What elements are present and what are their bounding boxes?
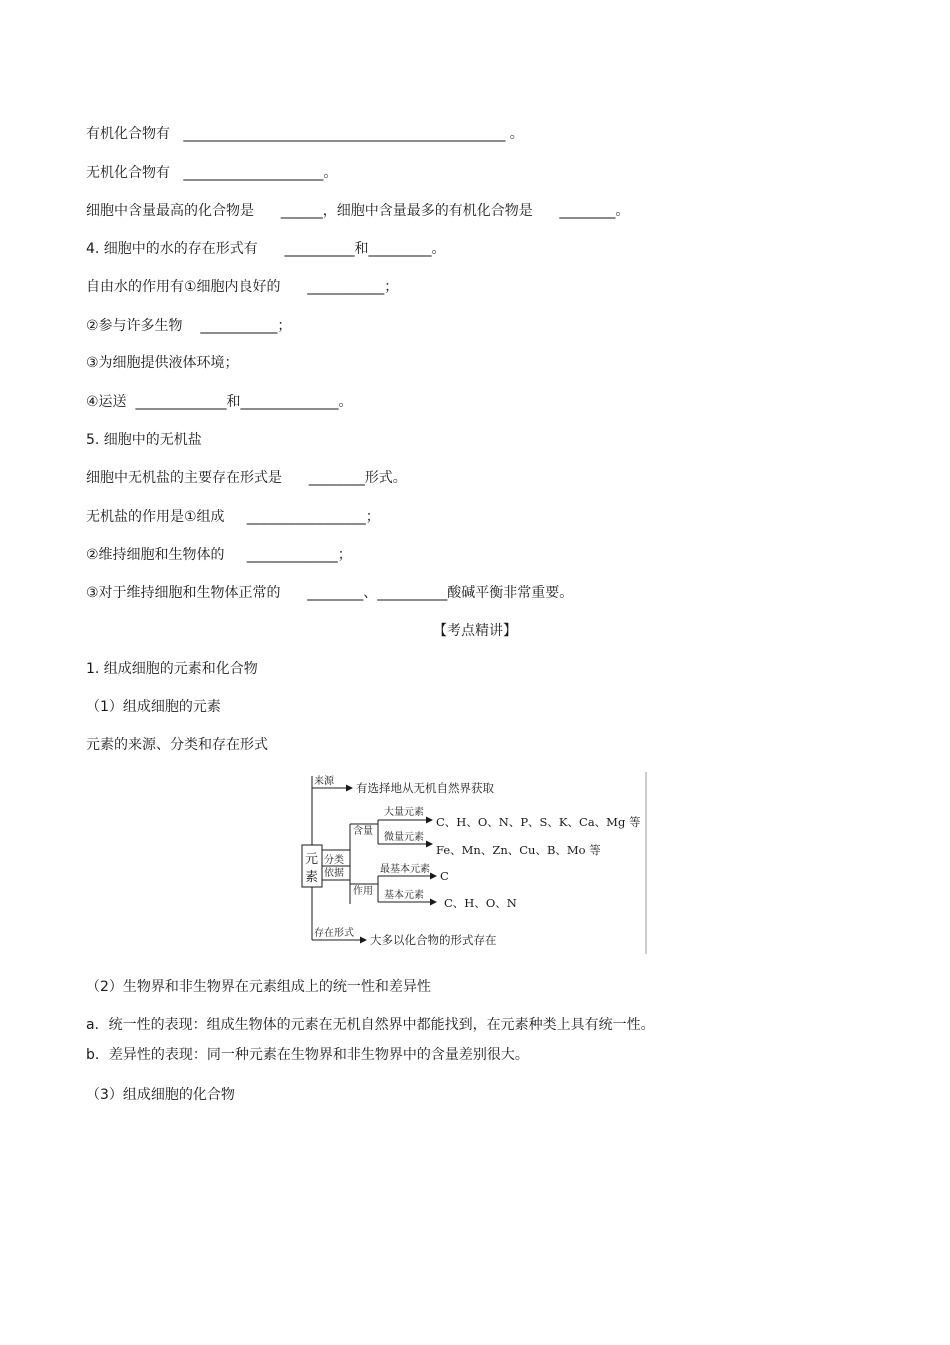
section-title: 【考点精讲】 <box>433 623 517 639</box>
fill-in-line-1: 有机化合物有 ______________________________________________ 。 <box>86 126 524 142</box>
classify-label-2: 依据 <box>324 868 344 879</box>
exist-label: 存在形式 <box>314 928 354 939</box>
fill-in-line-12: ②维持细胞和生物体的 _____________； <box>86 547 352 563</box>
source-text: 有选择地从无机自然界获取 <box>356 781 494 795</box>
basic-label: 基本元素 <box>384 890 424 901</box>
function-label: 作用 <box>353 886 373 897</box>
fill-in-line-4: 4. 细胞中的水的存在形式有 __________和_________。 <box>86 241 446 257</box>
fill-in-line-6: ②参与许多生物 ___________； <box>86 318 292 334</box>
diversity-text: b．差异性的表现：同一种元素在生物界和非生物界中的含量差别很大。 <box>86 1047 529 1063</box>
subheading-unity-diversity: （2）生物界和非生物界在元素组成上的统一性和差异性 <box>86 979 431 995</box>
fill-in-line-5: 自由水的作用有①细胞内良好的 ___________； <box>86 279 399 295</box>
content-label: 含量 <box>353 826 373 837</box>
diagram-caption: 元素的来源、分类和存在形式 <box>86 737 268 753</box>
source-label: 来源 <box>314 776 334 787</box>
root-char-2: 素 <box>305 870 319 885</box>
basic-text: C、H、O、N <box>444 896 517 910</box>
macro-text: C、H、O、N、P、S、K、Ca、Mg 等 <box>436 815 641 829</box>
fill-in-line-3: 细胞中含量最高的化合物是 ______，细胞中含量最多的有机化合物是 ________。 <box>86 203 630 219</box>
fill-in-line-13: ③对于维持细胞和生物体正常的 ________、__________酸碱平衡非常重要。 <box>86 585 574 601</box>
element-classification-diagram <box>296 768 652 958</box>
most-basic-label: 最基本元素 <box>380 864 430 875</box>
exist-text: 大多以化合物的形式存在 <box>370 933 497 947</box>
micro-label: 微量元素 <box>384 832 424 843</box>
fill-in-line-10: 细胞中无机盐的主要存在形式是 ________形式。 <box>86 470 407 486</box>
classify-label-1: 分类 <box>324 855 344 866</box>
fill-in-line-8: ④运送 _____________和______________。 <box>86 394 353 410</box>
fill-in-line-2: 无机化合物有 ____________________。 <box>86 165 338 181</box>
micro-text: Fe、Mn、Zn、Cu、B、Mo 等 <box>436 843 601 857</box>
unity-text: a．统一性的表现：组成生物体的元素在无机自然界中都能找到，在元素种类上具有统一性。 <box>86 1017 655 1033</box>
most-basic-text: C <box>440 869 449 883</box>
subheading-compounds: （3）组成细胞的化合物 <box>86 1087 235 1103</box>
macro-label: 大量元素 <box>384 807 424 818</box>
fill-in-line-11: 无机盐的作用是①组成 _________________； <box>86 509 380 525</box>
root-char-1: 元 <box>305 852 319 867</box>
subheading-elements: （1）组成细胞的元素 <box>86 699 221 715</box>
fill-in-line-7: ③为细胞提供液体环境； <box>86 355 239 371</box>
heading-elements-compounds: 1. 组成细胞的元素和化合物 <box>86 661 258 677</box>
fill-in-line-9: 5. 细胞中的无机盐 <box>86 432 202 448</box>
